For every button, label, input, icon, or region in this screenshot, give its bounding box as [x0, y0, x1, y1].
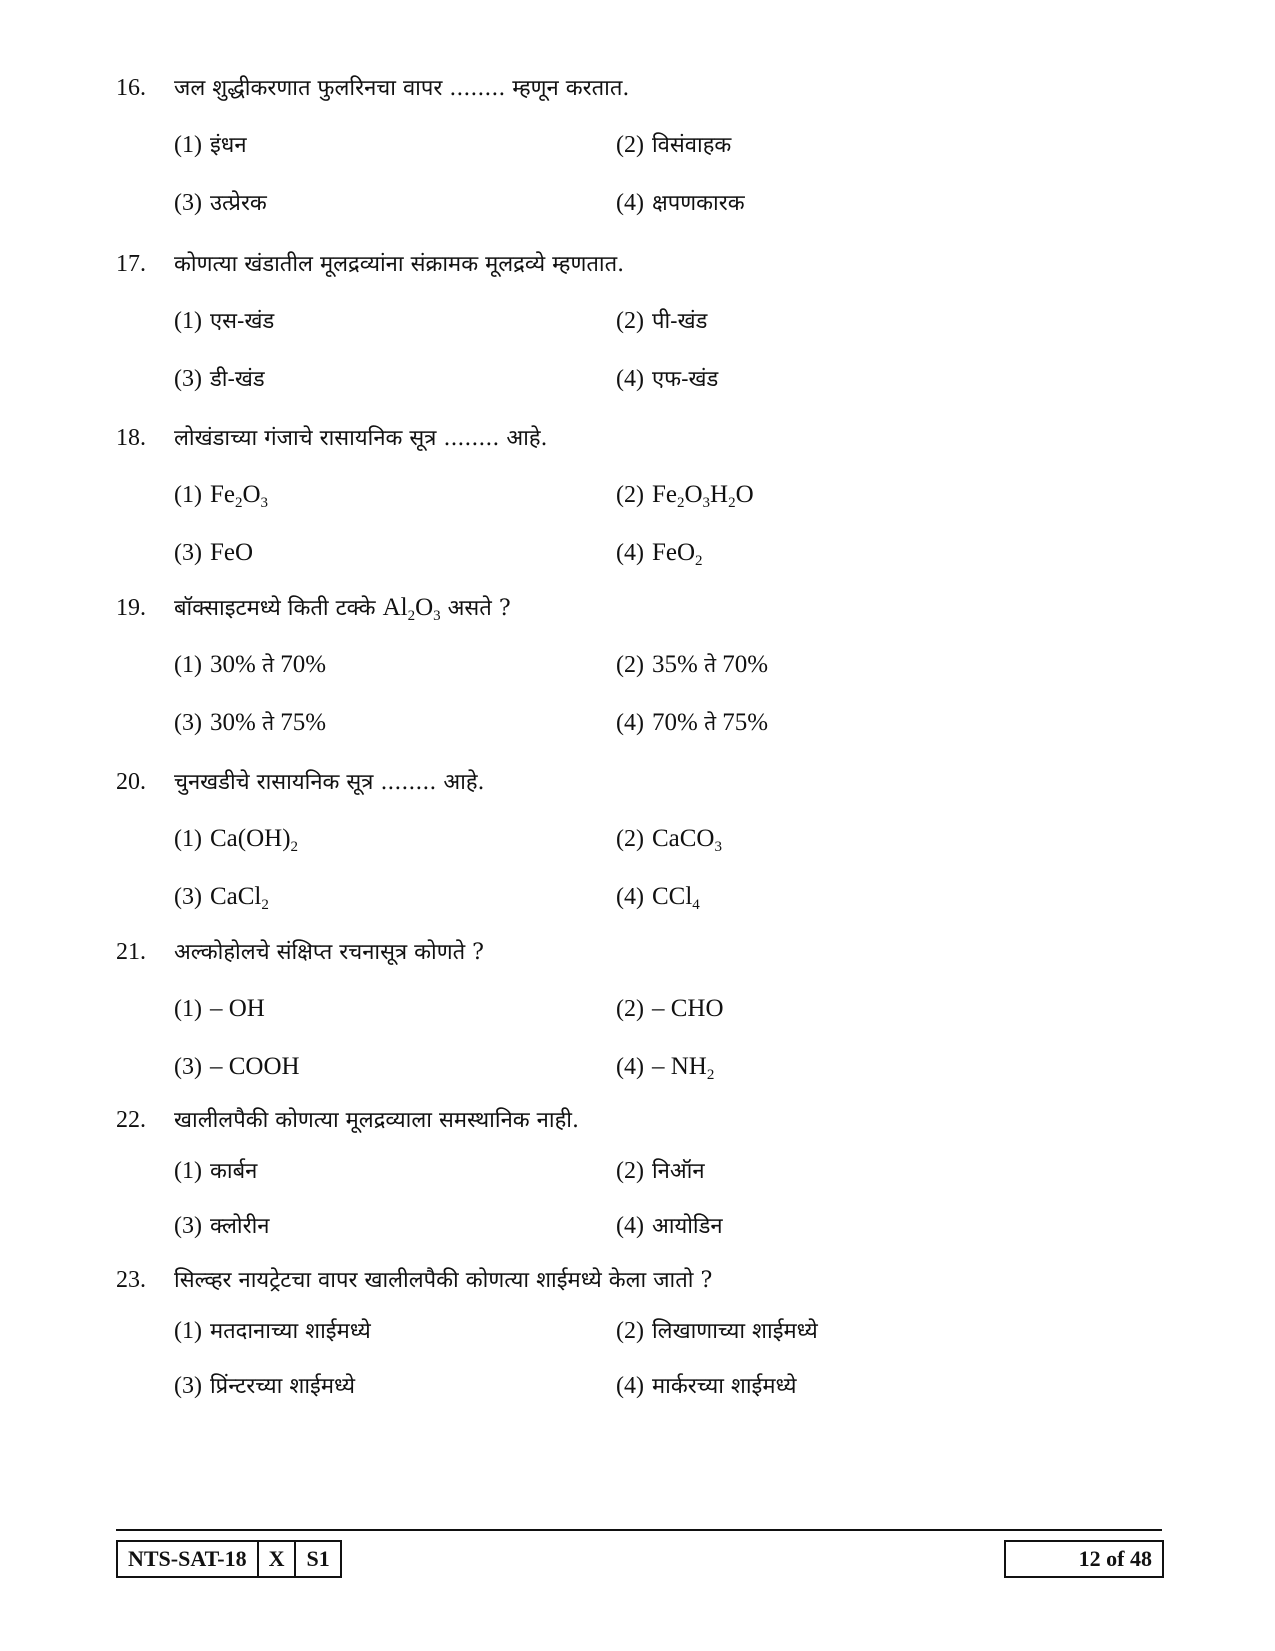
option-3: (3) CaCl$_2$: [174, 883, 269, 913]
question-number: 18.: [116, 425, 146, 451]
option-1: (1) $Fe_2O_3$: [174, 481, 269, 511]
question-text: बॉक्साइटमध्ये किती टक्के $Al_2O_3$ असते ?: [174, 594, 511, 624]
question-number: 22.: [116, 1107, 146, 1133]
option-2: (2) $Fe_2O_3H_2O$: [616, 481, 754, 511]
question-number: 20.: [116, 769, 146, 795]
question-18: [116, 418, 1176, 582]
question-17: [116, 244, 1176, 408]
option-1: (1) 30% ते 70%: [174, 651, 327, 678]
question-19: [116, 588, 1176, 752]
question-23: [116, 1260, 1176, 1412]
paper-code: NTS-SAT-18: [118, 1542, 259, 1576]
option-4: (4) क्षपणकारक: [616, 190, 745, 216]
option-2: (2) 35% ते 70%: [616, 651, 769, 678]
option-4: (4) 70% ते 75%: [616, 709, 769, 736]
option-1: (1) कार्बन: [174, 1158, 258, 1184]
question-text: जल शुद्धीकरणात फुलरिनचा वापर ........ म्हणून करतात.: [174, 76, 630, 101]
option-4: $(4) - NH_2$: [616, 1053, 715, 1083]
footer-code-box: [116, 1540, 342, 1578]
class-label: X: [259, 1542, 297, 1576]
question-20: [116, 762, 1176, 926]
question-number: 19.: [116, 595, 146, 621]
question-22: [116, 1100, 1176, 1252]
series-label: S1: [306, 1546, 330, 1571]
question-16: [116, 68, 1176, 232]
option-2: (2) लिखाणाच्या शाईमध्ये: [616, 1318, 818, 1344]
question-number: 21.: [116, 939, 146, 965]
option-3: (3) प्रिंन्टरच्या शाईमध्ये: [174, 1373, 356, 1399]
option-1: (1) इंधन: [174, 132, 247, 158]
option-2: (2) निऑन: [616, 1158, 705, 1184]
option-2: (2) – CHO: [616, 995, 724, 1022]
option-4: (4) आयोडिन: [616, 1213, 723, 1239]
question-text: अल्कोहोलचे संक्षिप्त रचनासूत्र कोणते ?: [174, 940, 484, 965]
question-21: [116, 932, 1176, 1096]
question-text: कोणत्या खंडातील मूलद्रव्यांना संक्रामक मूलद्रव्ये म्हणतात.: [174, 252, 625, 277]
option-4: (4) FeO$_2$: [616, 539, 703, 569]
option-3: (3) डी-खंड: [174, 366, 265, 392]
option-1: (1) एस-खंड: [174, 308, 275, 334]
option-3: (3) उत्प्रेरक: [174, 190, 267, 216]
option-3: (3) – COOH: [174, 1053, 300, 1080]
page-number: 12 of 48: [1004, 1540, 1164, 1578]
option-4: (4) CCl$_4$: [616, 883, 700, 913]
option-1: (1) $Ca(OH)_2$: [174, 825, 299, 855]
question-number: 17.: [116, 251, 146, 277]
option-3: (3) 30% ते 75%: [174, 709, 327, 736]
question-text: लोखंडाच्या गंजाचे रासायनिक सूत्र ........ आहे.: [174, 426, 548, 451]
option-1: (1) – OH: [174, 995, 265, 1022]
question-text: चुनखडीचे रासायनिक सूत्र ........ आहे.: [174, 770, 485, 795]
question-number: 16.: [116, 75, 146, 101]
question-text: खालीलपैकी कोणत्या मूलद्रव्याला समस्थानिक नाही.: [174, 1108, 579, 1133]
option-2: (2) विसंवाहक: [616, 132, 732, 158]
option-4: (4) मार्करच्या शाईमध्ये: [616, 1373, 797, 1399]
option-1: (1) मतदानाच्या शाईमध्ये: [174, 1318, 371, 1344]
option-2: (2) पी-खंड: [616, 308, 708, 334]
footer-divider: [116, 1529, 1162, 1531]
option-3: (3) FeO: [174, 539, 254, 566]
option-3: (3) क्लोरीन: [174, 1213, 270, 1239]
option-4: (4) एफ-खंड: [616, 366, 719, 392]
option-2: (2) CaCO$_3$: [616, 825, 722, 855]
question-number: 23.: [116, 1267, 146, 1293]
question-text: सिल्व्हर नायट्रेटचा वापर खालीलपैकी कोणत्या शाईमध्ये केला जातो ?: [174, 1268, 713, 1293]
